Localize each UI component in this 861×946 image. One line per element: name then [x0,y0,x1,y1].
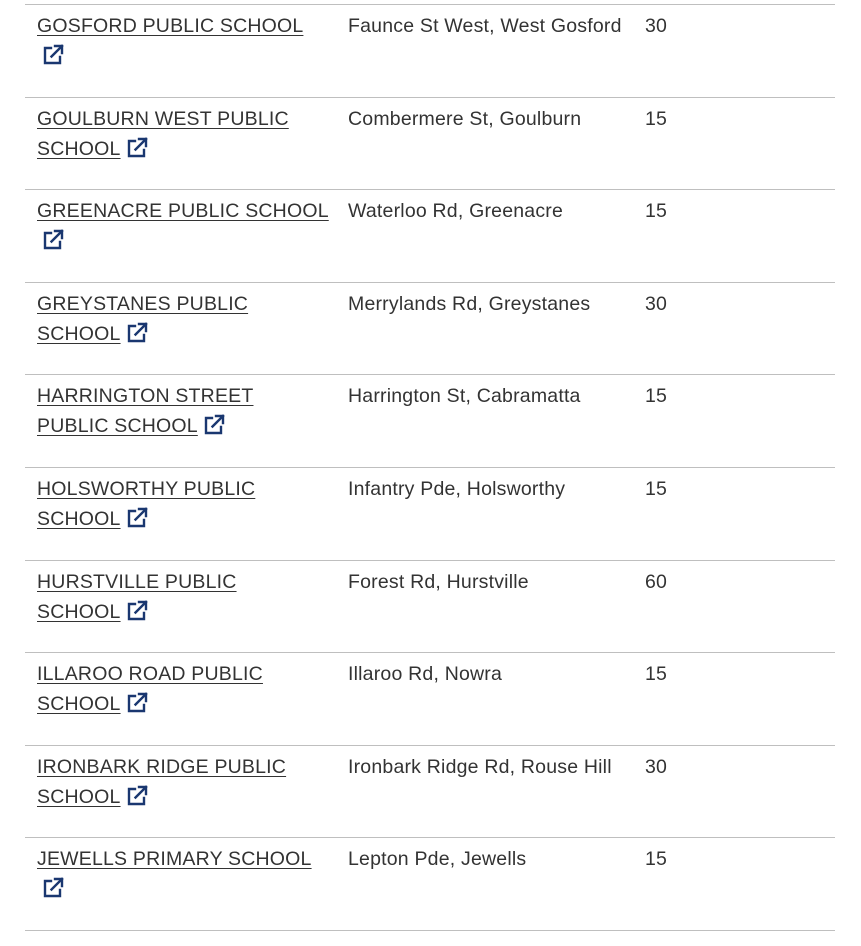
school-name-link[interactable]: GOSFORD PUBLIC SCHOOL [37,15,304,37]
school-name-link[interactable]: JEWELLS PRIMARY SCHOOL [37,848,312,871]
address-cell: Ironbark Ridge Rd, Rouse Hill [348,755,612,778]
school-name-link[interactable]: GOULBURN WEST PUBLIC [37,107,289,130]
school-name-link[interactable]: HURSTVILLE PUBLIC [37,570,237,593]
school-name-cell [37,844,337,904]
value-cell: 15 [645,848,668,871]
table-row [25,746,835,839]
school-name-cell [37,567,337,627]
school-name-link[interactable]: PUBLIC SCHOOL [37,415,198,438]
external-link-icon[interactable] [126,785,148,807]
table-row [25,838,835,931]
value-cell: 15 [645,477,668,500]
external-link-icon[interactable] [203,414,225,436]
value-cell: 15 [645,663,668,686]
address-cell: Forest Rd, Hurstville [348,570,529,593]
table-row [25,561,835,654]
school-name-link[interactable]: SCHOOL [37,785,121,808]
table-row [25,190,835,283]
external-link-icon[interactable] [42,877,64,899]
school-name-link[interactable]: SCHOOL [37,322,121,345]
value-cell: 30 [645,292,668,315]
school-name-cell [37,474,337,534]
school-name-cell [37,289,337,349]
school-name-cell [37,196,337,256]
table-row [25,98,835,191]
table-row [25,468,835,561]
school-name-link[interactable]: SCHOOL [37,137,121,160]
school-name-link[interactable]: GREYSTANES PUBLIC [37,292,249,315]
address-cell: Faunce St West, West Gosford [348,15,622,37]
school-name-link[interactable]: IRONBARK RIDGE PUBLIC [37,755,287,778]
value-cell: 15 [645,107,668,130]
external-link-icon[interactable] [42,229,64,251]
external-link-icon[interactable] [42,44,64,66]
address-cell: Merrylands Rd, Greystanes [348,292,591,315]
school-name-cell [37,752,337,812]
table-row [25,375,835,468]
school-name-link[interactable]: GREENACRE PUBLIC SCHOOL [37,200,329,223]
external-link-icon[interactable] [126,600,148,622]
address-cell: Harrington St, Cabramatta [348,385,581,408]
school-name-link[interactable]: HARRINGTON STREET [37,385,254,408]
school-name-link[interactable]: SCHOOL [37,600,121,623]
value-cell: 30 [645,755,668,778]
address-cell: Waterloo Rd, Greenacre [348,200,564,223]
school-name-link[interactable]: SCHOOL [37,507,121,530]
school-name-link[interactable]: SCHOOL [37,693,121,716]
schools-table [25,4,835,931]
value-cell: 60 [645,570,668,593]
value-cell: 30 [645,15,668,37]
external-link-icon[interactable] [126,692,148,714]
address-cell: Combermere St, Goulburn [348,107,582,130]
external-link-icon[interactable] [126,137,148,159]
address-cell: Lepton Pde, Jewells [348,848,527,871]
external-link-icon[interactable] [126,322,148,344]
school-name-cell [37,381,337,441]
table-row [25,5,835,98]
address-cell: Illaroo Rd, Nowra [348,663,503,686]
school-name-link[interactable]: HOLSWORTHY PUBLIC [37,477,256,500]
value-cell: 15 [645,385,668,408]
external-link-icon[interactable] [126,507,148,529]
school-name-cell [37,659,337,719]
table-row [25,283,835,376]
value-cell: 15 [645,200,668,223]
school-name-cell [37,104,337,164]
table-row [25,653,835,746]
school-name-cell [37,11,337,71]
address-cell: Infantry Pde, Holsworthy [348,477,566,500]
school-name-link[interactable]: ILLAROO ROAD PUBLIC [37,663,263,686]
